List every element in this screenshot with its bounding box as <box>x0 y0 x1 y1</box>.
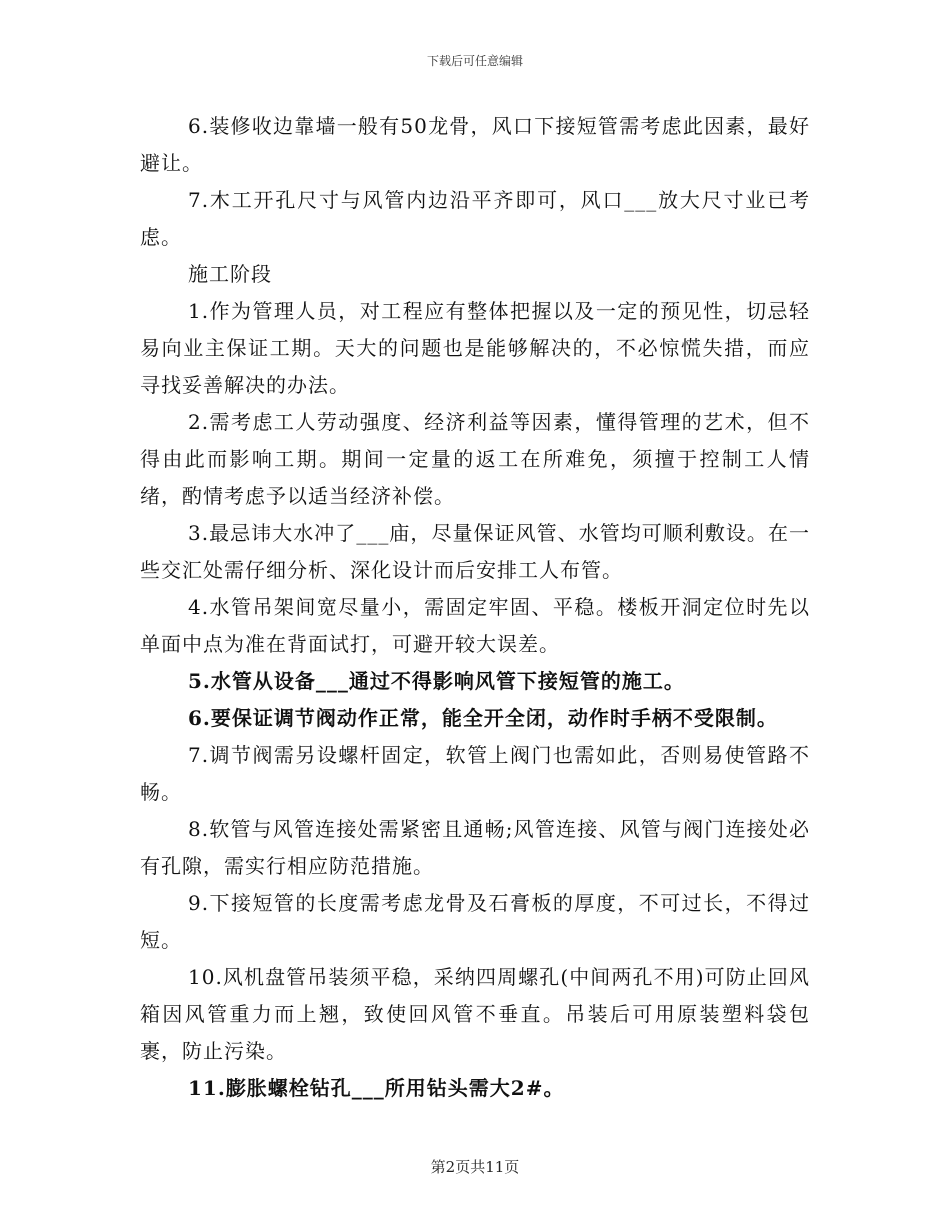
paragraph-bold: 11.膨胀螺栓钻孔___所用钻头需大2#。 <box>188 1076 565 1100</box>
paragraph: 7.木工开孔尺寸与风管内边沿平齐即可，风口___放大尺寸业已考虑。 <box>140 188 810 249</box>
paragraph: 8.软管与风管连接处需紧密且通畅;风管连接、风管与阀门连接处必有孔隙，需实行相应防范措施。 <box>140 817 810 878</box>
paragraph: 3.最忌讳大水冲了___庙，尽量保证风管、水管均可顺利敷设。在一些交汇处需仔细分析、深化设计而后安排工人布管。 <box>140 521 810 582</box>
section-heading: 施工阶段 <box>188 262 272 286</box>
page-number: 第2页共11页 <box>430 1158 520 1176</box>
paragraph: 9.下接短管的长度需考虑龙骨及石膏板的厚度，不可过长，不得过短。 <box>140 891 810 952</box>
paragraph: 7.调节阀需另设螺杆固定，软管上阀门也需如此，否则易使管路不畅。 <box>140 743 810 804</box>
paragraph-bold: 5.水管从设备___通过不得影响风管下接短管的施工。 <box>188 669 685 693</box>
document-body <box>140 108 810 1107</box>
paragraph: 1.作为管理人员，对工程应有整体把握以及一定的预见性，切忌轻易向业主保证工期。天大的问题也是能够解决的，不必惊慌失措，而应寻找妥善解决的办法。 <box>140 299 810 397</box>
page-header: 下载后可任意编辑 <box>426 54 523 68</box>
paragraph: 4.水管吊架间宽尽量小，需固定牢固、平稳。楼板开洞定位时先以单面中点为准在背面试打，可避开较大误差。 <box>140 595 810 656</box>
paragraph-bold: 6.要保证调节阀动作正常，能全开全闭，动作时手柄不受限制。 <box>188 706 778 730</box>
paragraph: 10.风机盘管吊装须平稳，采纳四周螺孔(中间两孔不用)可防止回风箱因风管重力而上翘，致使回风管不垂直。吊装后可用原装塑料袋包裹，防止污染。 <box>140 965 810 1063</box>
paragraph: 6.装修收边靠墙一般有50龙骨，风口下接短管需考虑此因素，最好避让。 <box>140 114 810 175</box>
paragraph: 2.需考虑工人劳动强度、经济利益等因素，懂得管理的艺术，但不得由此而影响工期。期间一定量的返工在所难免，须擅于控制工人情绪，酌情考虑予以适当经济补偿。 <box>140 410 810 508</box>
